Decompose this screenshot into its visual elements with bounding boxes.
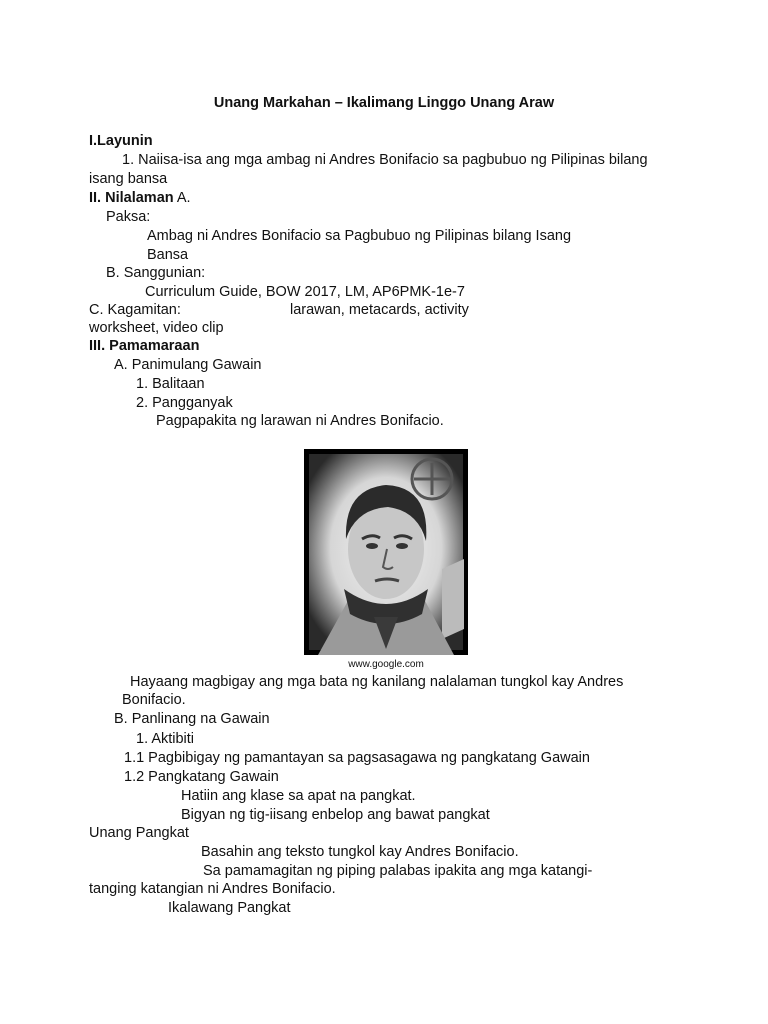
aktibiti: 1. Aktibiti (136, 731, 195, 747)
pangganyak: 2. Pangganyak (136, 395, 233, 411)
kagamitan-value: larawan, metacards, activity (290, 302, 469, 318)
hatiin-text: Hatiin ang klase sa apat na pangkat. (181, 788, 416, 804)
paksa-value: Ambag ni Andres Bonifacio sa Pagbubuo ng Pilipinas bilang Isang (147, 228, 572, 244)
page-title: Unang Markahan – Ikalimang Linggo Unang Araw (213, 95, 555, 111)
panimulang-gawain: A. Panimulang Gawain (114, 357, 262, 373)
pangkatang-gawain: 1.2 Pangkatang Gawain (124, 769, 279, 785)
bigyan-text: Bigyan ng tig-iisang enbelop ang bawat pangkat (181, 807, 490, 823)
nilalaman-heading: II. Nilalaman (89, 190, 174, 206)
paksa-value-cont: Bansa (147, 247, 189, 263)
sa-pamamagitan-text: Sa pamamagitan ng piping palabas ipakita ang mga katangi- (203, 863, 593, 879)
kagamitan-label: C. Kagamitan: (89, 302, 181, 318)
kagamitan-value-cont: worksheet, video clip (89, 320, 224, 336)
panlinang-gawain: B. Panlinang na Gawain (114, 711, 270, 727)
sanggunian-label: B. Sanggunian: (106, 265, 206, 281)
sa-pamamagitan-text-cont: tanging katangian ni Andres Bonifacio. (89, 881, 336, 897)
bonifacio-portrait (304, 449, 468, 655)
balitaan: 1. Balitaan (136, 376, 205, 392)
image-caption: www.google.com (348, 659, 424, 670)
hayaang-text-cont: Bonifacio. (122, 692, 186, 708)
nilalaman-heading-suffix: A. (176, 190, 191, 206)
nilalaman-heading-row (89, 189, 191, 207)
unang-pangkat: Unang Pangkat (89, 825, 189, 841)
sanggunian-value: Curriculum Guide, BOW 2017, LM, AP6PMK-1e-7 (145, 284, 465, 300)
ikalawang-pangkat: Ikalawang Pangkat (168, 900, 291, 916)
layunin-heading: I.Layunin (89, 133, 153, 149)
layunin-item-1: 1. Naiisa-isa ang mga ambag ni Andres Bonifacio sa pagbubuo ng Pilipinas bilang (122, 152, 648, 168)
basahin-text: Basahin ang teksto tungkol kay Andres Bonifacio. (201, 844, 519, 860)
pangganyak-detail: Pagpapakita ng larawan ni Andres Bonifacio. (156, 413, 444, 429)
pamamaraan-heading: III. Pamamaraan (89, 338, 200, 354)
paksa-label: Paksa: (106, 209, 151, 225)
hayaang-text: Hayaang magbigay ang mga bata ng kanilang nalalaman tungkol kay Andres (130, 674, 624, 690)
portrait-drawing (304, 449, 468, 655)
layunin-item-1-cont: isang bansa (89, 171, 168, 187)
pamantayan: 1.1 Pagbibigay ng pamantayan sa pagsasagawa ng pangkatang Gawain (124, 750, 590, 766)
